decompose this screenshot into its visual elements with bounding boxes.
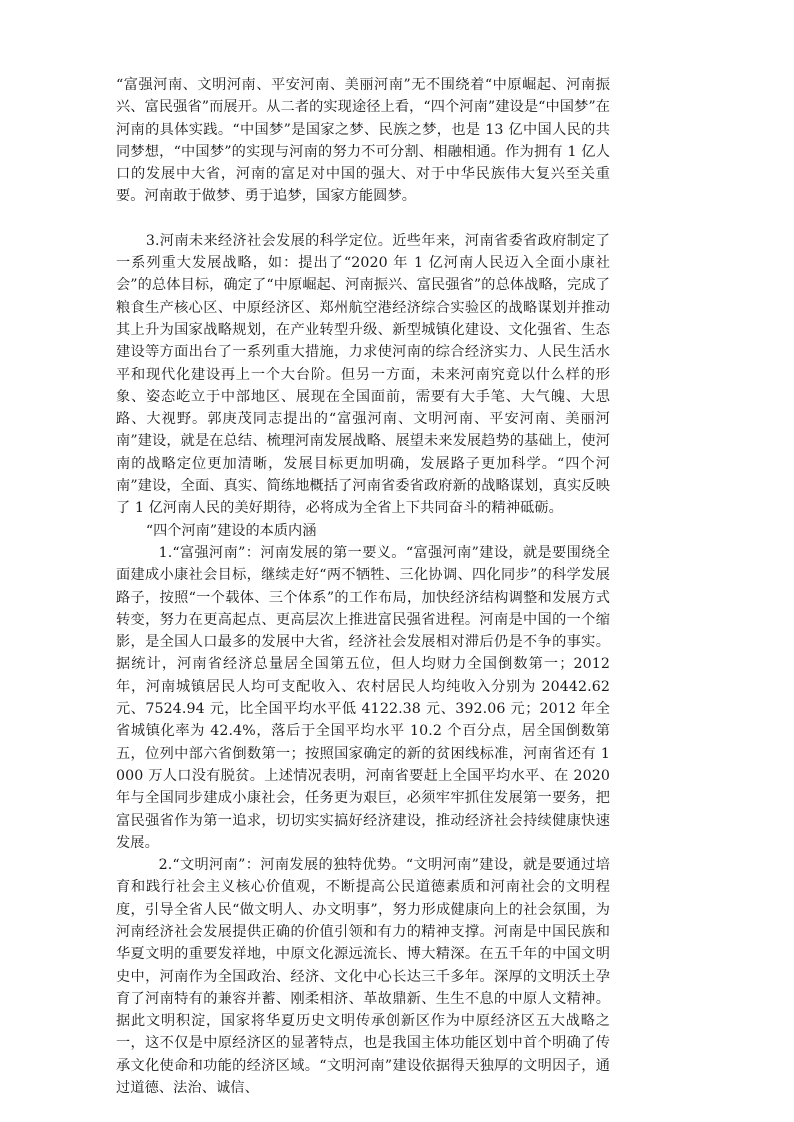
paragraph-fuqiang-henan: 1.“富强河南”：河南发展的第一要义。“富强河南”建设，就是要围绕全面建成小康社会目标，继续走好“两不牺牲、三化协调、四化同步”的科学发展路子，按照“一个载体、三个体系”的工作布局，加快经济结构调整和发展方式转变，努力在更高起点、更高层次上推进富民强省进程。河南是中国的一个缩影，是全国人口最多的发展中大省，经济社会发展相对滞后仍是不争的事实。据统计，河南省经济总量居全国第五位，但人均财力全国倒数第一；2012 年，河南城镇居民人均可支配收入、农村居民人均纯收入分别为 20442.62 元、7524.94 元，比全国平均水平低 4122.38 元、392.06 元；2012 年全省城镇化率为 42.4%，落后于全国平均水平 10.2 个百分点，居全国倒数第五，位列中部六省倒数第一；按照国家确定的新的贫困线标准，河南省还有 1000 万人口没有脱贫。上述情况表明，河南省要赶上全国平均水平、在 2020 年与全国同步建成小康社会，任务更为艰巨，必须牢牢抓住发展第一要务，把富民强省作为第一追求，切切实实搞好经济建设，推动经济社会持续健康快速发展。 (116, 544, 610, 851)
paragraph-intro-continued: “富强河南、文明河南、平安河南、美丽河南”无不围绕着“中原崛起、河南振兴、富民强省”而展开。从二者的实现途径上看，“四个河南”建设是“中国梦”在河南的具体实践。“中国梦”是国家之梦、民族之梦，也是 13 亿中国人民的共同梦想，“中国梦”的实现与河南的努力不可分割、相融相通。作为拥有 1 亿人口的发展中大省，河南的富足对中国的强大、对于中华民族伟大复兴至关重要。河南敢于做梦、勇于追梦，国家方能圆梦。 (116, 77, 610, 205)
document-page (116, 74, 610, 1099)
paragraph-wenming-henan: 2.“文明河南”：河南发展的独特优势。“文明河南”建设，就是要通过培育和践行社会主义核心价值观，不断提高公民道德素质和河南社会的文明程度，引导全省人民“做文明人、办文明事”，努力形成健康向上的社会氛围，为河南经济社会发展提供正确的价值引领和有力的精神支撑。河南是中国民族和华夏文明的重要发祥地，中原文化源远流长、博大精深。在五千年的中国文明史中，河南作为全国政治、经济、文化中心长达三千多年。深厚的文明沃土孕育了河南特有的兼容并蓄、刚柔相济、革故鼎新、生生不息的中原人文精神。据此文明积淀，国家将华夏历史文明传承创新区作为中原经济区五大战略之一，这不仅是中原经济区的显著特点，也是我国主体功能区划中首个明确了传承文化使命和功能的经济区域。“文明河南”建设依据得天独厚的文明因子，通过道德、法治、诚信、 (116, 857, 610, 1097)
section-heading: “四个河南”建设的本质内涵 (145, 522, 317, 539)
paragraph-section-3: 3.河南未来经济社会发展的科学定位。近些年来，河南省委省政府制定了一系列重大发展战略，如：提出了“2020 年 1 亿河南人民迈入全面小康社会”的总体目标，确定了“中原崛起、河南振兴、富民强省”的总体战略，完成了粮食生产核心区、中原经济区、郑州航空港经济综合实验区的战略谋划并推动其上升为国家战略规划，在产业转型升级、新型城镇化建设、文化强省、生态建设等方面出台了一系列重大措施，力求使河南的综合经济实力、人民生活水平和现代化建设再上一个大台阶。但另一方面，未来河南究竟以什么样的形象、姿态屹立于中部地区、展现在全国面前，需要有大手笔、大气魄、大思路、大视野。郭庚茂同志提出的“富强河南、文明河南、平安河南、美丽河南”建设，就是在总结、梳理河南发展战略、展望未来发展趋势的基础上，使河南的战略定位更加清晰，发展目标更加明确，发展路子更加科学。“四个河南”建设，全面、真实、简练地概括了河南省委省政府新的战略谋划，真实反映了 1 亿河南人民的美好期待，必将成为全省上下共同奋斗的精神砥砺。 (116, 232, 610, 517)
paragraph-spacer (116, 208, 610, 230)
